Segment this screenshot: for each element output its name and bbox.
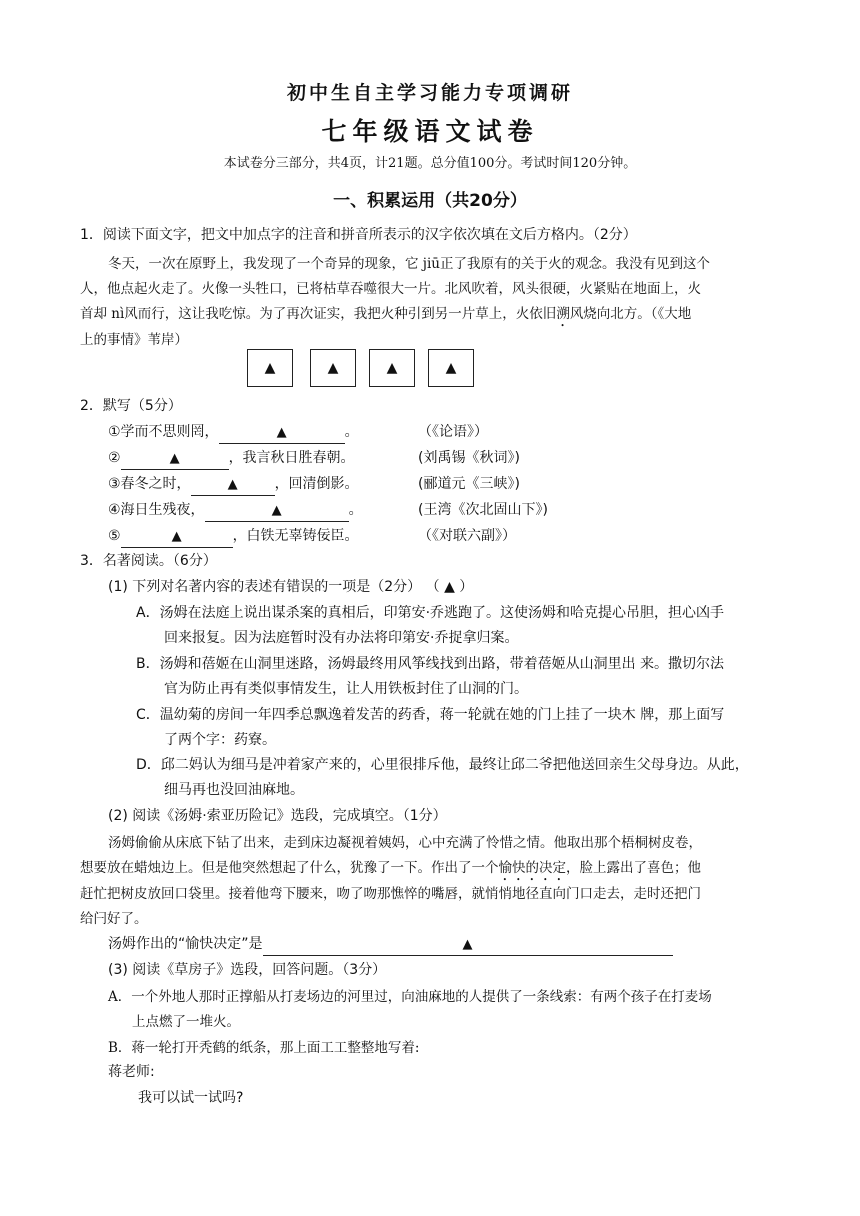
exam-subtitle: 初中生自主学习能力专项调研 <box>286 82 573 104</box>
option-d-cont: 细马再也没回油麻地。 <box>164 782 304 798</box>
q1-passage-line: 上的事情》苇岸） <box>80 332 188 348</box>
fill-label: 汤姆作出的“愉快决定”是 <box>108 936 263 952</box>
q3-passage-line <box>80 856 701 884</box>
passage-a-cont: 上点燃了一堆火。 <box>132 1014 240 1030</box>
q3-passage-line: 汤姆偷偷从床底下钻了出来，走到床边凝视着姨妈，心中充满了怜惜之情。他取出那个梧桐树皮卷， <box>108 835 702 851</box>
answer-box[interactable]: ▲ <box>369 349 415 387</box>
q2-item-2 <box>108 447 355 470</box>
fill-blank[interactable]: ▲ <box>191 477 275 496</box>
q2-text: ④海日生残夜， <box>108 502 205 518</box>
letter-body: 我可以试一试吗? <box>138 1090 244 1106</box>
fill-blank[interactable]: ▲ <box>263 937 673 956</box>
option-a: A．汤姆在法庭上说出谋杀案的真相后，印第安·乔逃跑了。这使汤姆和哈克提心吊胆，担心凶手 <box>136 605 725 621</box>
dotted-char: 溯 <box>556 306 570 322</box>
q2-text: ③春冬之时， <box>108 476 191 492</box>
fill-blank[interactable]: ▲ <box>121 451 229 470</box>
option-b: B．汤姆和蓓姬在山洞里迷路，汤姆最终用风筝线找到出路，带着蓓姬从山洞里出 来。撒切尔法 <box>136 656 725 672</box>
q2-text: ，我言秋日胜春朝。 <box>228 450 355 466</box>
q3-stem: 3．名著阅读。（6分） <box>80 553 217 569</box>
q2-text: ② <box>108 450 121 466</box>
passage-a: A．一个外地人那时正撑船从打麦场边的河里过，向油麻地的人提供了一条线索：有两个孩子在打麦场 <box>108 989 712 1005</box>
q3-sub3-stem: (3) 阅读《草房子》选段，回答问题。（3分） <box>108 962 387 978</box>
q2-text: ，回清倒影。 <box>274 476 359 492</box>
q3-sub1-stem: (1) 下列对名著内容的表述有错误的一项是（2分） （ ▲ ） <box>108 579 474 595</box>
q2-text: 。 <box>348 502 363 518</box>
q2-text: ⑤ <box>108 528 121 544</box>
option-a-cont: 回来报复。因为法庭暂时没有办法将印第安·乔捉拿归案。 <box>164 630 519 646</box>
option-c-cont: 了两个字：药寮。 <box>164 732 276 748</box>
q2-stem: 2．默写（5分） <box>80 398 182 414</box>
q3-passage-line: 赶忙把树皮放回口袋里。接着他弯下腰来，吻了吻那憔悴的嘴唇，就悄悄地径直向门口走去，走时还把门 <box>80 886 701 902</box>
fill-blank[interactable]: ▲ <box>205 503 349 522</box>
q1-passage-line <box>80 302 691 330</box>
answer-box[interactable]: ▲ <box>247 349 293 387</box>
q2-text: ，白铁无辜铸佞臣。 <box>232 528 359 544</box>
passage-b: B．蒋一轮打开秃鹤的纸条，那上面工工整整地写着: <box>108 1040 420 1056</box>
q2-item-4 <box>108 499 363 522</box>
q2-item-1 <box>108 421 359 444</box>
q3-passage-text: ，脸上露出了喜色；他 <box>566 860 701 876</box>
q2-item-3 <box>108 473 359 496</box>
letter-salutation: 蒋老师: <box>108 1064 155 1080</box>
q1-passage-text: 风烧向北方。（《大地 <box>569 306 692 322</box>
option-c: C．温幼菊的房间一年四季总飘逸着发苦的药香，蒋一轮就在她的门上挂了一块木 牌，那上面写 <box>136 707 725 723</box>
q1-passage-line: 冬天，一次在原野上，我发现了一个奇异的现象，它 jiū正了我原有的关于火的观念。我没有见到这个 <box>108 256 710 272</box>
q3-fill-line <box>108 933 673 956</box>
q2-source: （《对联六副》） <box>418 528 516 544</box>
dotted-phrase: 愉快的决定 <box>498 860 566 876</box>
exam-info: 本试卷分三部分，共4页，计21题。总分值100分。考试时间120分钟。 <box>223 156 637 171</box>
q2-source: (郦道元《三峡》) <box>418 476 520 492</box>
q2-text: ①学而不思则罔， <box>108 424 219 440</box>
q2-source: （《论语》） <box>418 424 488 440</box>
q2-item-5 <box>108 525 359 548</box>
exam-title: 七年级语文试卷 <box>321 117 539 146</box>
fill-blank[interactable]: ▲ <box>121 529 233 548</box>
q3-passage-text: 想要放在蜡烛边上。但是他突然想起了什么，犹豫了一下。作出了一个 <box>80 860 499 876</box>
answer-box[interactable]: ▲ <box>310 349 356 387</box>
q3-sub2-stem: (2) 阅读《汤姆·索亚历险记》选段，完成填空。（1分） <box>108 808 447 824</box>
q2-source: (王湾《次北固山下》) <box>418 502 548 518</box>
answer-box[interactable]: ▲ <box>428 349 474 387</box>
q3-passage-line: 给闩好了。 <box>80 911 148 927</box>
option-b-cont: 官为防止再有类似事情发生，让人用铁板封住了山洞的门。 <box>164 681 528 697</box>
q1-passage-line: 人，他点起火走了。火像一头牲口，已将枯草吞噬很大一片。北风吹着，风头很硬，火紧贴在地面上，火 <box>80 281 701 297</box>
q1-stem: 1．阅读下面文字，把文中加点字的注音和拼音所表示的汉字依次填在文后方格内。（2分） <box>80 227 637 243</box>
option-d: D．邱二妈认为细马是冲着家产来的，心里很排斥他，最终让邱二爷把他送回亲生父母身边。从此， <box>136 757 749 773</box>
section-heading: 一、积累运用（共20分） <box>333 191 527 211</box>
fill-blank[interactable]: ▲ <box>219 425 345 444</box>
q1-passage-text: 首却 nì风而行，这让我吃惊。为了再次证实，我把火种引到另一片草上，火依旧 <box>80 306 557 322</box>
q2-source: (刘禹锡《秋词》) <box>418 450 520 466</box>
q2-text: 。 <box>344 424 359 440</box>
